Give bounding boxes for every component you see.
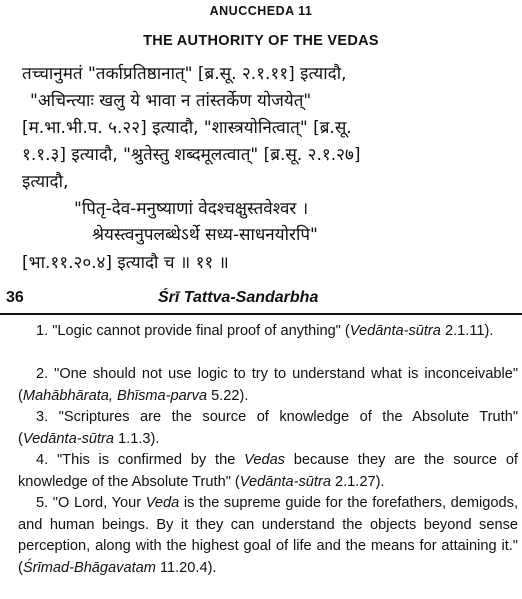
sanskrit-line: इत्यादौ, bbox=[22, 172, 69, 192]
translation-item: 5. "O Lord, Your Veda is the supreme guide for the forefathers, demigods, and human beings. By it they can understand the objects beyond sense perception, along with the highest goal of life and the means for attaining it." (Śrīmad-Bhāgavatam 11.20.4). bbox=[18, 495, 518, 576]
section-title: THE AUTHORITY OF THE VEDAS bbox=[143, 33, 379, 49]
translation-item: 3. "Scriptures are the source of knowledge of the Absolute Truth" (Vedānta-sūtra 1.1.3). bbox=[18, 409, 518, 447]
sanskrit-line: १.१.३] इत्यादौ, "श्रुतेस्तु शब्दमूलत्वात्" [ब्र.सू. २.१.२७] bbox=[22, 145, 361, 165]
chapter-heading: ANUCCHEDA 11 bbox=[209, 4, 313, 18]
sanskrit-line: [भा.११.२०.४] इत्यादौ च ॥ ११ ॥ bbox=[22, 253, 229, 273]
translation-item: 4. "This is confirmed by the Vedas because they are the source of knowledge of the Absolute Truth" (Vedānta-sūtra 2.1.27). bbox=[18, 452, 518, 490]
sanskrit-verse-line: "पितृ-देव-मनुष्याणां वेदश्चक्षुस्तवेश्वर । bbox=[74, 199, 309, 219]
sanskrit-verse-line: श्रेयस्त्वनुपलब्धेऽर्थे सध्य-साधनयोरपि" bbox=[92, 225, 318, 245]
header-rule bbox=[0, 313, 522, 315]
sanskrit-line: "अचिन्त्याः खलु ये भावा न तांस्तर्केण योजयेत्" bbox=[30, 91, 312, 111]
running-header bbox=[0, 289, 522, 309]
translation-item: 2. "One should not use logic to try to understand what is inconceivable" (Mahābhārata, Bhīsma-parva 5.22). bbox=[18, 366, 518, 404]
page-number: 36 bbox=[6, 289, 24, 306]
sanskrit-line: तच्चानुमतं "तर्काप्रतिष्ठानात्" [ब्र.सू. २.१.११] इत्यादौ, bbox=[22, 64, 347, 84]
translation-item: 1. "Logic cannot provide final proof of anything" (Vedānta-sūtra 2.1.11). bbox=[36, 323, 494, 339]
book-title: Śrī Tattva-Sandarbha bbox=[158, 289, 319, 306]
sanskrit-line: [म.भा.भी.प. ५.२२] इत्यादौ, "शास्त्रयोनित्वात्" [ब्र.सू. bbox=[22, 118, 352, 138]
